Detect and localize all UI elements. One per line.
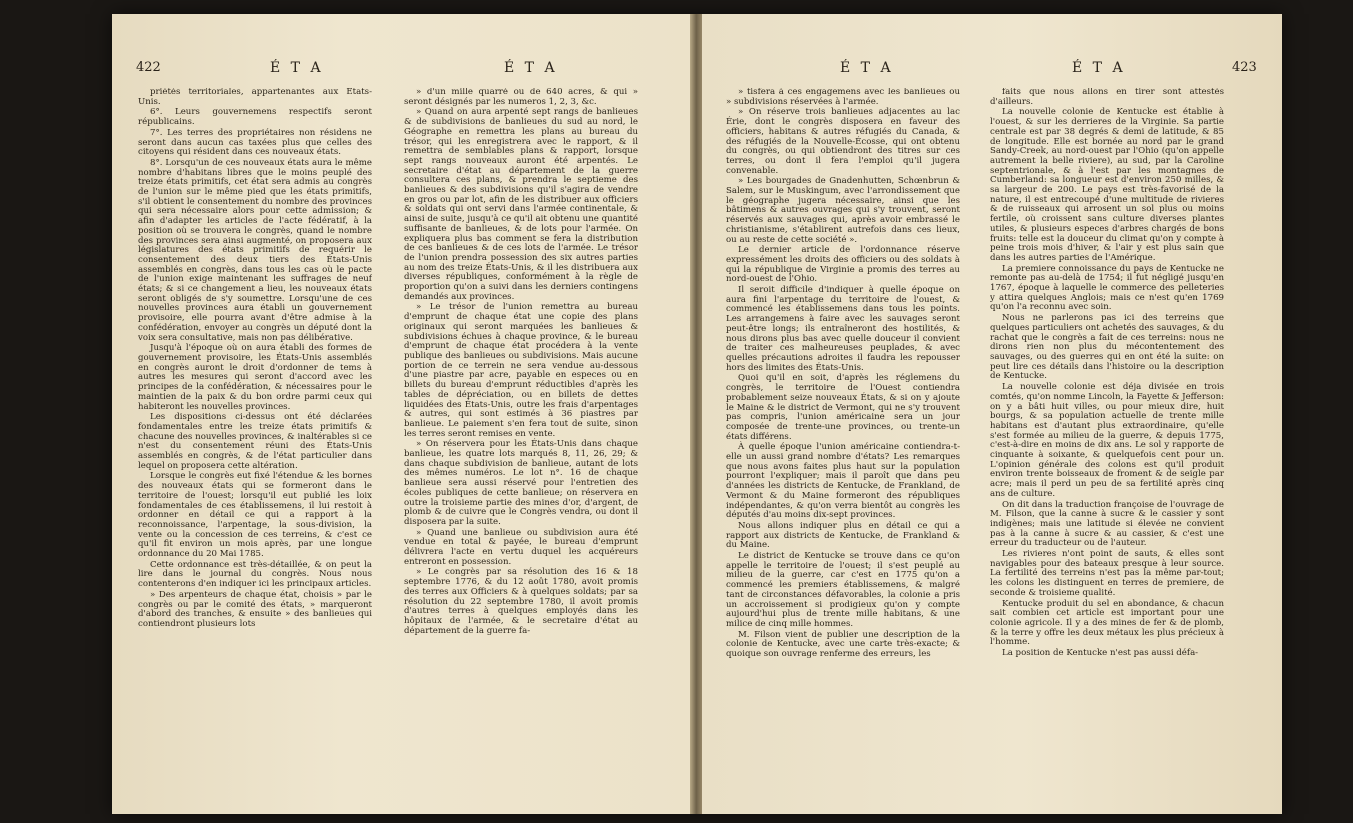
paragraph: » Des arpenteurs de chaque état, choisis » par le congrès ou par le comité des états, » marqueront d'abord des tranches, & ensuite » des banlieues qui contiendront plusieurs lots (138, 589, 372, 629)
paragraph: 7°. Les terres des propriétaires non résidens ne seront dans aucun cas taxées plus que celles des citoyens qui résident dans ces nouveaux états. (138, 127, 372, 158)
paragraph: Kentucke produit du sel en abondance, & chacun sait combien cet article est important pour une colonie agricole. Il y a des mines de fer & de plomb, & la terre y offre les deux métaux les plus précieux à l'homme. (990, 598, 1224, 648)
book-spread (112, 14, 1282, 814)
left-column-2 (404, 88, 638, 798)
paragraph: » Le trésor de l'union remettra au bureau d'emprunt de chaque état une copie des plans originaux qui seront marquées les banlieues & subdivisions échues à chaque province, & le bureau d'emprunt de chaque état procédera à la vente publique des banlieues ou subdivisions. Mais aucune portion de ce terrein ne sera vendue au-dessous d'une piastre par acre, payable en especes ou en billets du bureau d'emprunt réductibles d'après les tables de dépréciation, ou en billets de dettes liquidées des États-Unis, outre les frais d'arpentages & autres, qui sont estimés à 36 piastres par banlieue. Le paiement s'en fera tout de suite, sinon les terres seront remises en vente. (404, 302, 638, 439)
paragraph: » Quand une banlieue ou subdivision aura été vendue en total & payée, le bureau d'emprunt délivrera l'acte en vertu duquel les acquéreurs entreront en possession. (404, 527, 638, 567)
paragraph: Il seroit difficile d'indiquer à quelle époque on aura fini l'arpentage du territoire de l'ouest, & commencé les établissemens dans tous les points. Les arrangemens à faire avec les sauvages seront peut-être longs; ils entraîneront des hostilités, & nous dirons plus bas avec quelle douceur il convient de traiter ces malheureuses peuplades, & avec quelles précautions adroites il faudra les repousser hors des limites des États-Unis. (726, 285, 960, 373)
paragraph: 8°. Lorsqu'un de ces nouveaux états aura le même nombre d'habitans libres que le moins peuplé des treize états primitifs, cet état sera admis au congrès de l'union sur le même pied que les états primitifs, s'il obtient le consentement du nombre des provinces qui sera nécessaire alors pour cette admission; & afin d'adapter les articles de l'acte fédératif, à la position où se trouvera le congrès, quand le nombre des provinces sera ainsi augmenté, on proposera aux législatures des états primitifs de requérir le consentement des deux tiers des États-Unis assemblés en congrès, dans tous les cas où le pacte de l'union exige maintenant les suffrages de neuf états; & si ce changement a lieu, les nouveaux états seront obligés de s'y soumettre. Lorsqu'une de ces nouvelles provinces aura établi un gouvernement provisoire, elle pourra avant d'être admise à la confédération, envoyer au congrès un député dont la voix sera consultative, mais non pas délibérative. (138, 157, 372, 343)
right-head-title-2: É T A (1072, 60, 1126, 76)
paragraph: La position de Kentucke n'est pas aussi défa- (1002, 648, 1199, 659)
paragraph: Quoi qu'il en soit, d'après les réglemens du congrès, le territoire de l'Ouest contiendra probablement seize nouveaux États, & si on y ajoute le Maine & le district de Vermont, qui ne s'y trouvent pas compris, l'union américaine sera un jour composée de trente-une provinces, ou trente-un états différens. (726, 373, 960, 442)
paragraph: La nouvelle colonie de Kentucke est établie à l'ouest, & sur les derrieres de la Virginie. Sa partie centrale est par 38 degrés & demi de latitude, & 85 de longitude. Elle est bornée au nord par le grand Sandy-Creek, au nord-ouest par l'Ohio (qu'on appelle autrement la belle riviere), au sud, par la Caroline septentrionale, & à l'est par les montagnes de Cumberland: sa longueur est d'environ 250 milles, & sa largeur de 200. Le pays est très-favorisé de la nature, il est entrecoupé d'une multitude de rivieres & de ruisseaux qui arrosent un sol plus ou moins fertile, où croissent sans culture diverses plantes utiles, & plusieurs especes d'arbres chargés de bons fruits: telle est la douceur du climat qu'on y compte à peine trois mois d'hiver, & l'air y est plus sain que dans les autres parties de l'Amérique. (990, 107, 1224, 263)
right-column-2 (990, 88, 1224, 798)
paragraph: Le district de Kentucke se trouve dans ce qu'on appelle le territoire de l'ouest; il s'est peuplé au milieu de la guerre, car c'est en 1775 qu'on a commencé les premiers établissemens, & malgré tant de circonstances défavorables, la colonie a pris un accroissement si prodigieux qu'on y compte aujourd'hui plus de trente mille habitans, & une milice de cinq mille hommes. (726, 551, 960, 629)
left-column-1 (138, 88, 372, 798)
left-head-title-2: É T A (504, 60, 558, 76)
paragraph: À quelle époque l'union américaine contiendra-t-elle un aussi grand nombre d'états? Les remarques que nous avons faites plus haut sur la population pourront l'expliquer; mais il paroît que dans peu d'années les districts de Kentucke, de Frankland, de Vermont & du Maine formeront des républiques indépendantes, & qu'on verra bientôt au congrès les députés d'au moins dix-sept provinces. (726, 442, 960, 521)
paragraph: Cette ordonnance est très-détaillée, & on peut la lire dans le journal du congrès. Nous nous contenterons d'en indiquer ici les principaux articles. (138, 559, 372, 590)
paragraph: 6°. Leurs gouvernemens respectifs seront républicains. (138, 107, 372, 128)
paragraph: Le dernier article de l'ordonnance réserve expressément les droits des officiers ou des soldats à qui la république de Virginie a promis des terres au nord-ouest de l'Ohio. (726, 245, 960, 285)
left-page-number: 422 (136, 60, 161, 75)
paragraph: » Les bourgades de Gnadenhutten, Schœnbrun & Salem, sur le Muskingum, avec l'arrondissement que le géographe jugera nécessaire, ainsi que les bâtimens & autres ouvrages qui s'y trouvent, seront réservés aux sauvages qui, après avoir embrassé le christianisme, s'établirent autrefois dans ces lieux, ou au reste de cette société ». (726, 176, 960, 245)
paragraph: » Le congrès par sa résolution des 16 & 18 septembre 1776, & du 12 août 1780, avoit promis des terres aux Officiers & à quelques soldats; par sa résolution du 22 septembre 1780, il avoit promis d'autres terres à quelques employés dans les hôpitaux de l'armée, & le secretaire d'état au département de la guerre fa- (404, 567, 638, 636)
right-page-number: 423 (1232, 60, 1257, 75)
paragraph: Nous allons indiquer plus en détail ce qui a rapport aux districts de Kentucke, de Frankland & du Maine. (726, 520, 960, 551)
paragraph: Les rivieres n'ont point de sauts, & elles sont navigables pour des bateaux presque à leur source. La fertilité des terreins n'est pas la même par-tout; les colons les distinguent en terres de premiere, de seconde & troisieme qualité. (990, 549, 1224, 598)
right-page (702, 14, 1282, 814)
paragraph: Les dispositions ci-dessus ont été déclarées fondamentales entre les treize états primitifs & chacune des nouvelles provinces, & inaltérables si ce n'est du consentement réuni des États-Unis assemblés en congrès, & de l'état particulier dans lequel on proposera cette altération. (138, 412, 372, 471)
paragraph: La nouvelle colonie est déja divisée en trois comtés, qu'on nomme Lincoln, la Fayette & Jefferson: on y a bâti huit villes, ou pour mieux dire, huit bourgs, & sa population actuelle de trente mille habitans est d'autant plus extraordinaire, qu'elle s'est formée au milieu de la guerre, & depuis 1775, c'est-à-dire en moins de dix ans. Le sol y rapporte de cinquante à soixante, & quelquefois cent pour un. L'opinion générale des colons est qu'il produit environ trente boisseaux de froment & de seigle par acre; mais il perd un peu de sa fertilité après cinq ans de culture. (990, 382, 1224, 499)
left-page (112, 14, 692, 814)
paragraph: » On réserve trois banlieues adjacentes au lac Érie, dont le congrès disposera en faveur des officiers, habitans & autres réfugiés du Canada, & des réfugiés de la Nouvelle-Écosse, qui ont obtenu du congrès, ou qui obtiendront des titres sur ces terres, ou dont il fera l'emploi qu'il jugera convenable. (726, 107, 960, 176)
paragraph: Jusqu'à l'époque où on aura établi des formes de gouvernement provisoire, les États-Unis assemblés en congrès auront le droit d'ordonner de tems à autres les mesures qui seront d'accord avec les principes de la confédération, & nécessaires pour le maintien de la paix & du bon ordre parmi ceux qui habiteront les nouvelles provinces. (138, 343, 372, 412)
paragraph: Lorsque le congrès eut fixé l'étendue & les bornes des nouveaux états qui se formeront dans le territoire de l'ouest; lorsqu'il eut publié les loix fondamentales de ces établissemens, il lui restoit à ordonner en détail ce qui a rapport à la reconnoissance, l'arpentage, la sous-division, la vente ou la concession de ces terreins, & c'est ce qu'il fit environ un mois après, par une longue ordonnance du 20 Mai 1785. (138, 471, 372, 560)
right-column-1 (726, 88, 960, 798)
paragraph: » On réservera pour les États-Unis dans chaque banlieue, les quatre lots marqués 8, 11, 26, 29; & dans chaque subdivision de banlieue, autant de lots des mêmes numéros. Le lot n°. 16 de chaque banlieue sera aussi réservé pour l'entretien des écoles publiques de cette banlieue; on réservera en outre la troisieme partie des mines d'or, d'argent, de plomb & de cuivre que le Congrès vendra, ou dont il disposera par la suite. (404, 439, 638, 527)
paragraph: On dit dans la traduction françoise de l'ouvrage de M. Filson, que la canne à sucre & le cassier y sont indigènes; mais une latitude si élevée ne convient pas à la canne à sucre & au cassier, & c'est une erreur du traducteur ou de l'auteur. (990, 499, 1224, 549)
paragraph: priétés territoriales, appartenantes aux États-Unis. (138, 88, 372, 107)
paragraph: M. Filson vient de publier une description de la colonie de Kentucke, avec une carte très-exacte; & quoique son ouvrage renferme des erreurs, les (726, 629, 960, 660)
left-running-head (112, 60, 692, 80)
right-head-title-1: É T A (840, 60, 894, 76)
right-running-head (702, 60, 1282, 80)
left-head-title-1: É T A (270, 60, 324, 76)
paragraph: Nous ne parlerons pas ici des terreins que quelques particuliers ont achetés des sauvages, & du rachat que le congrès a fait de ces terreins: nous ne dirons rien non plus du mécontentement des sauvages, ou des guerres qui en ont été la suite: on peut lire ces détails dans l'histoire ou la description de Kentucke. (990, 313, 1224, 382)
paragraph: faits que nous allons en tirer sont attestés d'ailleurs. (990, 88, 1224, 107)
paragraph: » tisfera à ces engagemens avec les banlieues ou » subdivisions réservées à l'armée. (726, 88, 960, 107)
paragraph: La premiere connoissance du pays de Kentucke ne remonte pas au-delà de 1754; il fut négligé jusqu'en 1767, époque à laquelle le commerce des pelleteries y attira quelques Anglois; mais ce n'est qu'en 1769 qu'on l'a reconnu avec soin. (990, 263, 1224, 313)
paragraph: » Quand on aura arpenté sept rangs de banlieues & de subdivisions de banlieues du sud au nord, le Géographe en remettra les plans au bureau du trésor, qui les enregistrera avec le rapport, & il remettra de semblables plans & rapport, lorsque sept rangs nouveaux auront été arpentés. Le secretaire d'état au département de la guerre consultera ces plans, & prendra le septieme des banlieues & des subdivisions qu'il s'agira de vendre en gros ou par lot, afin de les distribuer aux officiers & soldats qui ont servi dans l'armée continentale, & ainsi de suite, jusqu'à ce qu'il ait obtenu une quantité suffisante de banlieues, & de lots pour l'armée. On expliquera plus bas comment se fera la distribution de ces banlieues & de ces lots de l'armée. Le trésor de l'union prendra possession des six autres parties au nom des treize États-Unis, & il les distribuera aux diverses républiques, conformément à la règle de proportion qu'on a suivi dans les derniers contingens demandés aux provinces. (404, 107, 638, 302)
paragraph: » d'un mille quarré ou de 640 acres, & qui » seront désignés par les numeros 1, 2, 3, &c. (404, 88, 638, 107)
